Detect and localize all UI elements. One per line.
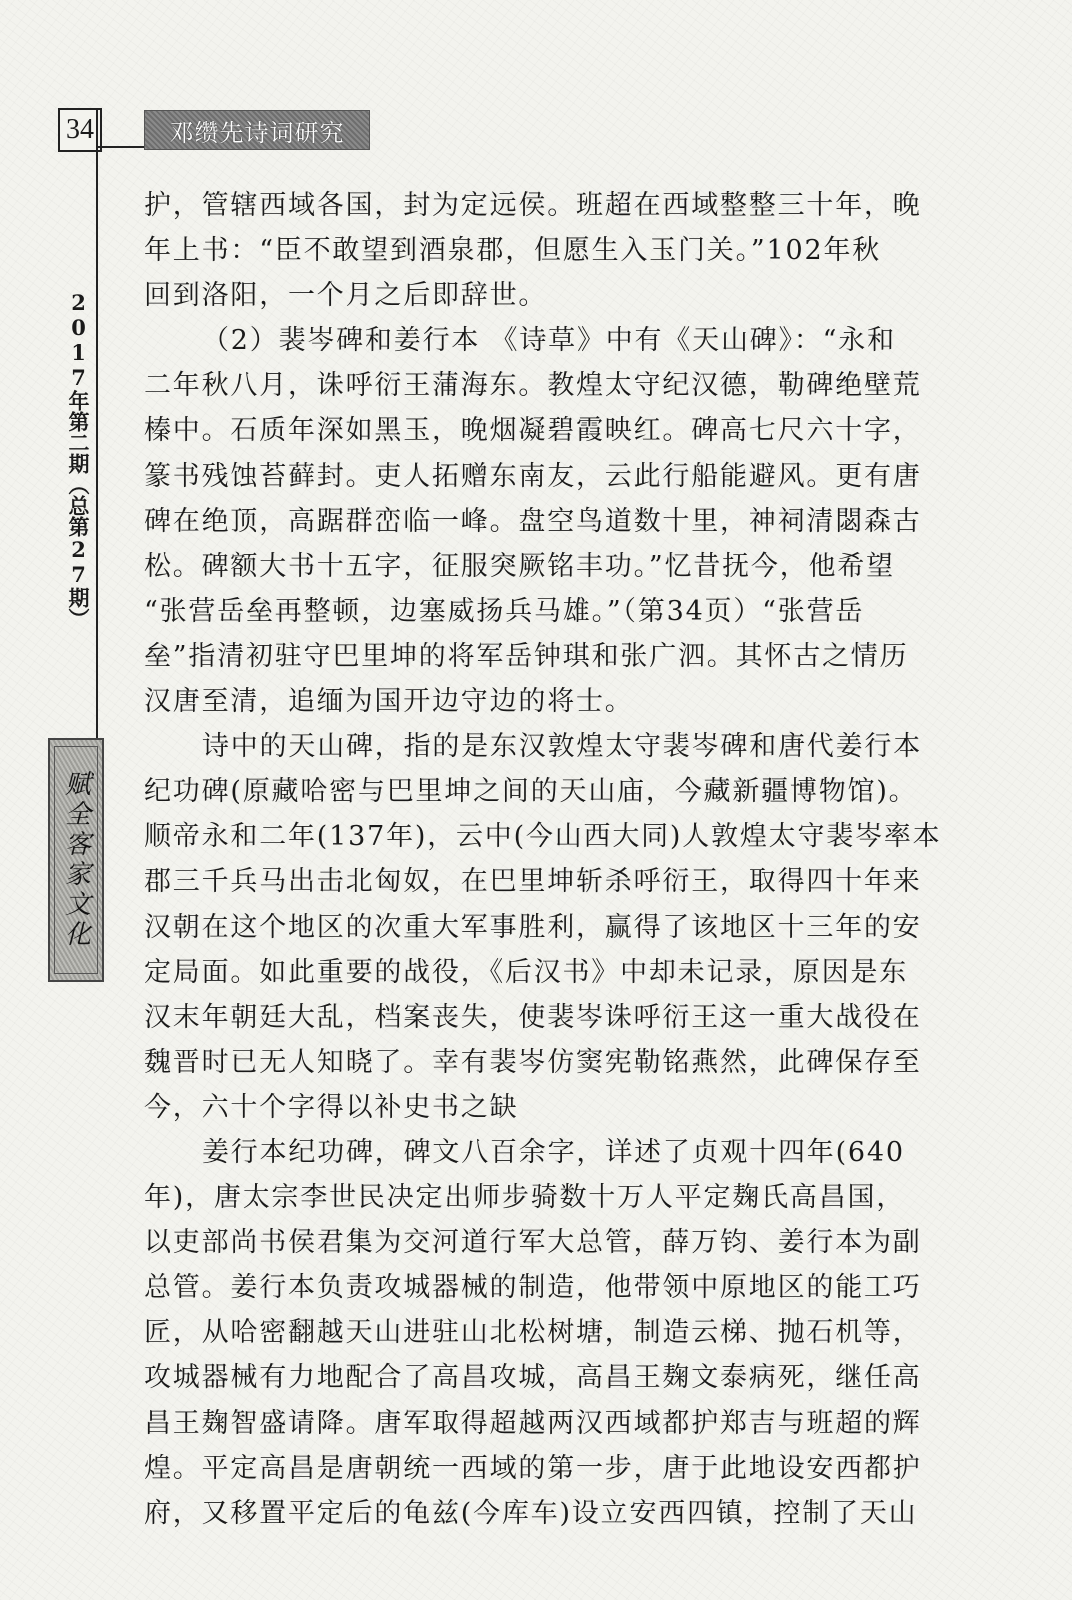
text-line: 煌。平定高昌是唐朝统一西域的第一步，唐于此地设安西都护 (144, 1452, 922, 1484)
text-line: 篆书残蚀苔藓封。吏人拓赠东南友，云此行船能避风。更有唐 (144, 460, 922, 492)
text-line: 定局面。如此重要的战役，《后汉书》中却未记录，原因是东 (144, 956, 909, 988)
text-line: 今，六十个字得以补史书之缺 (144, 1091, 519, 1123)
text-line: 汉朝在这个地区的次重大军事胜利，赢得了该地区十三年的安 (144, 911, 922, 943)
text-line: 年上书：“臣不敢望到酒泉郡，但愿生入玉门关。”102年秋 (144, 235, 882, 267)
text-line: 榛中。石质年深如黑玉，晚烟凝碧霞映红。碑高七尺六十字， (144, 415, 922, 447)
text-line: 匠，从哈密翻越天山进驻山北松树塘，制造云梯、抛石机等， (144, 1317, 922, 1349)
journal-emblem (48, 738, 104, 982)
text-line: 以吏部尚书侯君集为交河道行军大总管，薛万钧、姜行本为副 (144, 1227, 922, 1259)
paragraph-start-line: 诗中的天山碑，指的是东汉敦煌太守裴岑碑和唐代姜行本 (202, 731, 922, 763)
header-rule (98, 146, 150, 148)
text-line: 护，管辖西域各国，封为定远侯。班超在西域整整三十年，晚 (144, 190, 922, 221)
text-line: 府，又移置平定后的龟兹(今库车)设立安西四镇，控制了天山 (144, 1497, 918, 1529)
text-line: 二年秋八月，诛呼衍王蒲海东。教煌太守纪汉德，勒碑绝壁荒 (144, 370, 922, 402)
issue-info: 2017年第二期（总第27期） (66, 290, 91, 629)
emblem-calligraphy: 赋全客家文化 (54, 746, 98, 974)
text-line: 攻城器械有力地配合了高昌攻城，高昌王麹文泰病死，继任高 (144, 1362, 922, 1394)
text-line: 昌王麹智盛请降。唐军取得超越两汉西域都护郑吉与班超的辉 (144, 1407, 922, 1439)
text-line: 松。碑额大书十五字，征服突厥铭丰功。”忆昔抚今，他希望 (144, 550, 895, 582)
text-line: 顺帝永和二年(137年)，云中(今山西大同)人敦煌太守裴岑率本 (144, 821, 942, 853)
text-line: 年)，唐太宗李世民决定出师步骑数十万人平定麹氏高昌国， (144, 1182, 906, 1214)
text-line: 魏晋时已无人知晓了。幸有裴岑仿窦宪勒铭燕然，此碑保存至 (144, 1046, 922, 1078)
text-line: 碑在绝顶，高踞群峦临一峰。盘空鸟道数十里，神祠清閟森古 (144, 505, 922, 537)
paragraph-start-line: （2）裴岑碑和姜行本 《诗草》中有《天山碑》：“永和 (202, 325, 896, 357)
text-line: 垒”指清初驻守巴里坤的将军岳钟琪和张广泗。其怀古之情历 (144, 640, 909, 672)
text-line: “张营岳垒再整顿，边塞威扬兵马雄。”（第34页）“张营岳 (144, 595, 865, 627)
text-line: 汉唐至清，追缅为国开边守边的将士。 (144, 686, 634, 718)
body-text (144, 183, 966, 1536)
text-line: 回到洛阳，一个月之后即辞世。 (144, 280, 548, 312)
running-header-title: 邓缵先诗词研究 (144, 110, 370, 150)
text-line: 郡三千兵马出击北匈奴，在巴里坤斩杀呼衍王，取得四十年来 (144, 866, 922, 898)
page-number: 34 (58, 108, 102, 152)
text-line: 汉末年朝廷大乱，档案丧失，使裴岑诛呼衍王这一重大战役在 (144, 1001, 922, 1033)
paragraph-start-line: 姜行本纪功碑，碑文八百余字，详述了贞观十四年(640 (202, 1136, 905, 1168)
text-line: 纪功碑(原藏哈密与巴里坤之间的天山庙，今藏新疆博物馆)。 (144, 776, 918, 808)
text-line: 总管。姜行本负责攻城器械的制造，他带领中原地区的能工巧 (144, 1272, 922, 1304)
